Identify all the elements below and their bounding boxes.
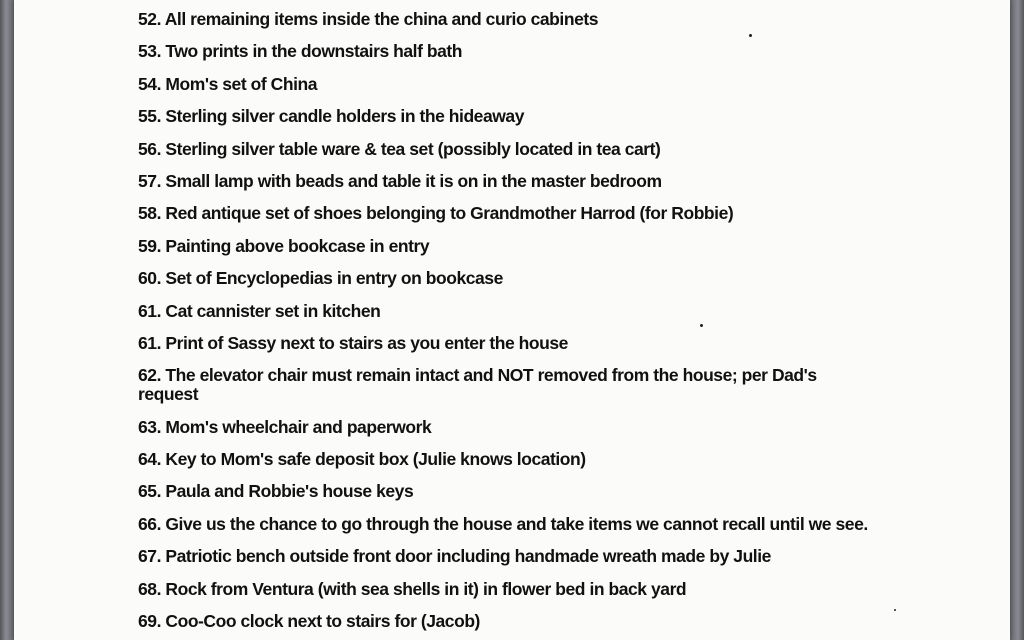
list-item: 64. Key to Mom's safe deposit box (Julie knows location) xyxy=(138,449,586,470)
list-item: 58. Red antique set of shoes belonging to Grandmother Harrod (for Robbie) xyxy=(138,203,734,224)
list-item: 52. All remaining items inside the china and curio cabinets xyxy=(138,9,599,29)
list-item: 65. Paula and Robbie's house keys xyxy=(138,481,414,502)
list-item: 57. Small lamp with beads and table it is on in the master bedroom xyxy=(138,170,662,191)
item-list xyxy=(138,10,898,640)
list-item: 62. The elevator chair must remain intact and NOT removed from the house; per Dad's request xyxy=(138,365,817,405)
list-item: 67. Patriotic bench outside front door including handmade wreath made by Julie xyxy=(138,546,771,567)
list-item: 59. Painting above bookcase in entry xyxy=(138,235,430,256)
list-item: 66. Give us the chance to go through the house and take items we cannot recall until we see. xyxy=(138,513,868,534)
list-item: 55. Sterling silver candle holders in the hideaway xyxy=(138,106,524,127)
list-item: 56. Sterling silver table ware & tea set (possibly located in tea cart) xyxy=(138,138,661,159)
list-item: 53. Two prints in the downstairs half bath xyxy=(138,41,462,62)
list-item: 60. Set of Encyclopedias in entry on bookcase xyxy=(138,268,503,289)
list-item: 63. Mom's wheelchair and paperwork xyxy=(138,416,432,437)
list-item: 54. Mom's set of China xyxy=(138,73,318,94)
list-item: 61. Cat cannister set in kitchen xyxy=(138,300,381,321)
scan-speck xyxy=(749,34,752,37)
scan-speck xyxy=(700,324,703,327)
scanned-page xyxy=(14,0,1010,640)
scan-speck xyxy=(894,609,896,611)
list-item: 68. Rock from Ventura (with sea shells in it) in flower bed in back yard xyxy=(138,578,687,599)
list-item: 61. Print of Sassy next to stairs as you enter the house xyxy=(138,332,568,353)
list-item: 69. Coo-Coo clock next to stairs for (Jacob) xyxy=(138,611,480,632)
